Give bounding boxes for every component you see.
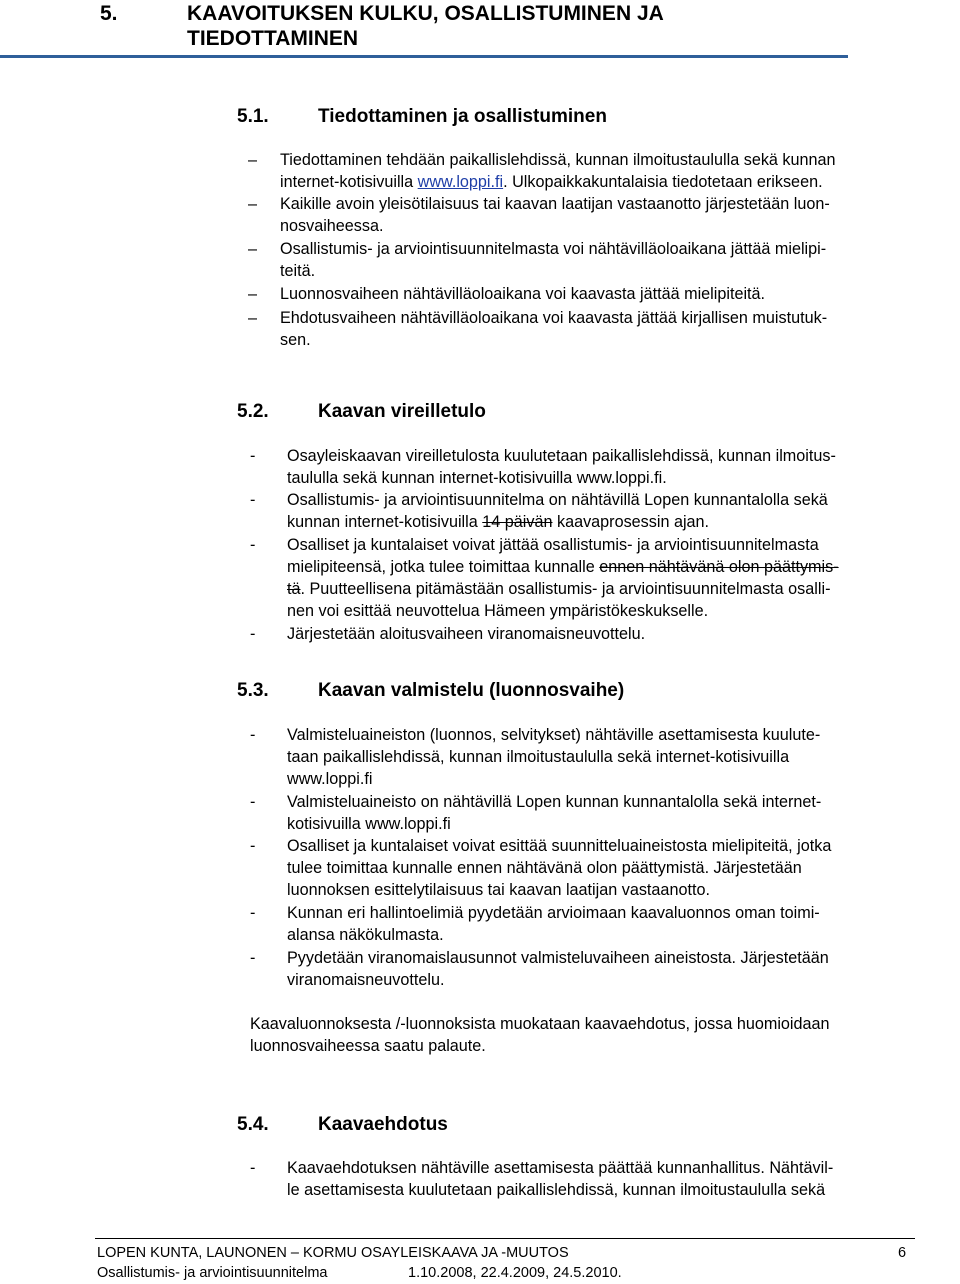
- section-5-2-title: Kaavan vireilletulo: [318, 401, 486, 422]
- s2-b-line-2-rest: kaavaprosessin ajan.: [552, 513, 710, 531]
- s3-c-line-1: Osalliset ja kuntalaiset voivat esittää suunnitteluaineistosta mielipiteitä, jotka: [287, 837, 832, 855]
- s1-line-4: nosvaiheessa.: [280, 217, 384, 235]
- s3-d-line-2: alansa näkökulmasta.: [287, 926, 444, 944]
- footer-rule: [95, 1238, 915, 1239]
- dash-marker: –: [248, 195, 258, 213]
- s2-c-line-2-text: mielipiteensä, jotka tulee toimittaa kunnalle: [287, 558, 600, 576]
- s3-paragraph-line-1: Kaavaluonnoksesta /-luonnoksista muokataan kaavaehdotus, jossa huomioidaan: [250, 1015, 830, 1033]
- section-5-2-number: 5.2.: [237, 401, 269, 422]
- s2-a-line-2: taululla sekä kunnan internet-kotisivuilla www.loppi.fi.: [287, 469, 667, 487]
- s1-line-3: Kaikille avoin yleisötilaisuus tai kaavan laatijan vastaanotto järjestetään luon-: [280, 195, 830, 213]
- dash-marker: -: [250, 726, 256, 744]
- section-5-1-number: 5.1.: [237, 106, 269, 127]
- s2-b-line-1: Osallistumis- ja arviointisuunnitelma on nähtävillä Lopen kunnantalolla sekä: [287, 491, 828, 509]
- dash-marker: -: [250, 949, 256, 967]
- footer-title: LOPEN KUNTA, LAUNONEN – KORMU OSAYLEISKAAVA JA -MUUTOS: [97, 1245, 569, 1261]
- s3-a-line-3: www.loppi.fi: [287, 770, 373, 788]
- section-5-4-number: 5.4.: [237, 1114, 269, 1135]
- heading-rule: [0, 55, 848, 58]
- s3-d-line-1: Kunnan eri hallintoelimiä pyydetään arvioimaan kaavaluonnos oman toimi-: [287, 904, 820, 922]
- chapter-title-line1: KAAVOITUKSEN KULKU, OSALLISTUMINEN JA: [187, 2, 664, 25]
- dash-marker: -: [250, 837, 256, 855]
- dash-marker: -: [250, 491, 256, 509]
- loppi-link[interactable]: www.loppi.fi: [417, 173, 504, 191]
- s1-line-5: Osallistumis- ja arviointisuunnitelmasta voi nähtävilläoloaikana jättää mielipi-: [280, 240, 827, 258]
- dash-marker: -: [250, 793, 256, 811]
- s3-e-line-2: viranomaisneuvottelu.: [287, 971, 445, 989]
- s2-b-line-2-text: kunnan internet-kotisivuilla: [287, 513, 483, 531]
- s3-a-line-1: Valmisteluaineiston (luonnos, selvitykset) nähtäville asettamisesta kuulute-: [287, 726, 821, 744]
- s2-c-line-3: [287, 578, 830, 600]
- struck-text: tä: [287, 580, 301, 598]
- s1-line-6: teitä.: [280, 262, 316, 280]
- s1-line-7: Luonnosvaiheen nähtävilläoloaikana voi kaavasta jättää mielipiteitä.: [280, 285, 766, 303]
- s2-c-line-4: nen voi esittää neuvottelua Hämeen ympäristökeskukselle.: [287, 602, 709, 620]
- s2-a-line-1: Osayleiskaavan vireilletulosta kuulutetaan paikallislehdissä, kunnan ilmoitus-: [287, 447, 836, 465]
- s4-a-line-2: le asettamisesta kuulutetaan paikallislehdissä, kunnan ilmoitustaululla sekä: [287, 1181, 826, 1199]
- s1-line-9: sen.: [280, 331, 311, 349]
- dash-marker: -: [250, 904, 256, 922]
- dash-marker: -: [250, 536, 256, 554]
- section-5-3-title: Kaavan valmistelu (luonnosvaihe): [318, 680, 625, 701]
- dash-marker: –: [248, 309, 258, 327]
- struck-text: ennen nähtävänä olon päättymis-: [599, 558, 839, 576]
- footer-document-name: Osallistumis- ja arviointisuunnitelma: [97, 1265, 328, 1281]
- dash-marker: –: [248, 285, 258, 303]
- s1-line-2: [280, 171, 823, 193]
- dash-marker: -: [250, 1159, 256, 1177]
- s1-line-1: Tiedottaminen tehdään paikallislehdissä, kunnan ilmoitustaululla sekä kunnan: [280, 151, 836, 169]
- dash-marker: -: [250, 447, 256, 465]
- s2-c-line-3-text: . Puutteellisena pitämästään osallistumis- ja arviointisuunnitelmasta osalli-: [300, 580, 831, 598]
- dash-marker: –: [248, 151, 258, 169]
- s3-a-line-2: taan paikallislehdissä, kunnan ilmoitustaululla sekä internet-kotisivuilla: [287, 748, 790, 766]
- chapter-number: 5.: [100, 2, 118, 25]
- s3-c-line-2: tulee toimittaa kunnalle ennen nähtävänä olon päättymistä. Järjestetään: [287, 859, 802, 877]
- s2-c-line-1: Osalliset ja kuntalaiset voivat jättää osallistumis- ja arviointisuunnitelmasta: [287, 536, 819, 554]
- s3-b-line-2: kotisivuilla www.loppi.fi: [287, 815, 451, 833]
- s3-c-line-3: luonnoksen esittelytilaisuus tai kaavan laatijan vastaanotto.: [287, 881, 710, 899]
- struck-text: 14 päivän: [482, 513, 553, 531]
- footer-dates: 1.10.2008, 22.4.2009, 24.5.2010.: [408, 1265, 622, 1281]
- section-5-4-title: Kaavaehdotus: [318, 1114, 448, 1135]
- s2-c-line-2: [287, 556, 839, 578]
- page-number: 6: [898, 1245, 907, 1261]
- s2-b-line-2: [287, 511, 709, 533]
- s4-a-line-1: Kaavaehdotuksen nähtäville asettamisesta päättää kunnanhallitus. Nähtävil-: [287, 1159, 834, 1177]
- s3-b-line-1: Valmisteluaineisto on nähtävillä Lopen kunnan kunnantalolla sekä internet-: [287, 793, 822, 811]
- dash-marker: –: [248, 240, 258, 258]
- s1-line-2-rest: . Ulkopaikkakuntalaisia tiedotetaan erikseen.: [503, 173, 823, 191]
- section-5-3-number: 5.3.: [237, 680, 269, 701]
- s3-e-line-1: Pyydetään viranomaislausunnot valmisteluvaiheen aineistosta. Järjestetään: [287, 949, 829, 967]
- chapter-title-line2: TIEDOTTAMINEN: [187, 27, 359, 50]
- s1-line-8: Ehdotusvaiheen nähtävilläoloaikana voi kaavasta jättää kirjallisen muistutuk-: [280, 309, 828, 327]
- s2-d-line-1: Järjestetään aloitusvaiheen viranomaisneuvottelu.: [287, 625, 646, 643]
- s3-paragraph-line-2: luonnosvaiheessa saatu palaute.: [250, 1037, 486, 1055]
- s1-line-2-text: internet-kotisivuilla: [280, 173, 418, 191]
- dash-marker: -: [250, 625, 256, 643]
- section-5-1-title: Tiedottaminen ja osallistuminen: [318, 106, 607, 127]
